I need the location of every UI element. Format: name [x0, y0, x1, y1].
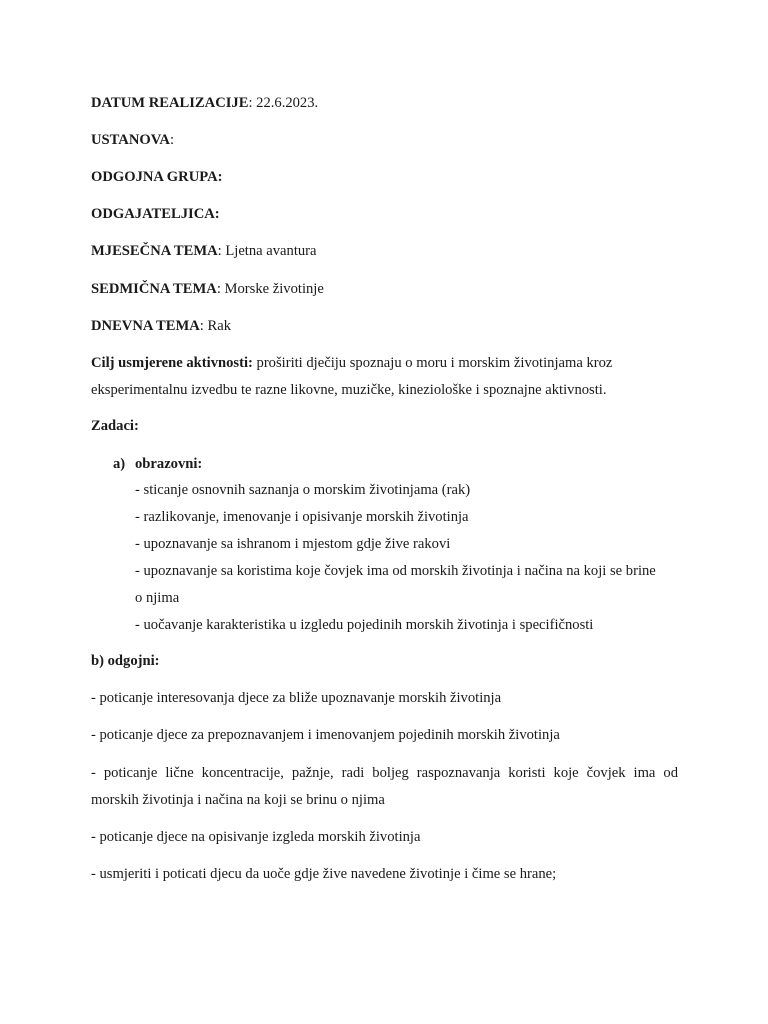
sedmicna-value: : Morske životinje	[216, 281, 324, 297]
ustanova-value: :	[169, 132, 174, 148]
cilj-text-1: proširiti dječiju spoznaju o moru i morskim životinjama kroz	[252, 355, 613, 371]
obrazovni-item: o njima	[135, 590, 180, 606]
odgojni-label: b) odgojni:	[91, 653, 160, 669]
odgojni-item: - usmjeriti i poticati djecu da uoče gdje žive navedene životinje i čime se hrane;	[91, 866, 557, 882]
mjesecna-value: : Ljetna avantura	[217, 243, 317, 259]
obrazovni-item: - razlikovanje, imenovanje i opisivanje morskih životinja	[135, 509, 469, 525]
odgojni-item: - poticanje djece na opisivanje izgleda morskih životinja	[91, 829, 421, 845]
obrazovni-item: - upoznavanje sa koristima koje čovjek ima od morskih životinja i načina na koji se brine	[135, 563, 656, 579]
odgojni-item: morskih životinja i načina na koji se brinu o njima	[91, 792, 385, 808]
obrazovni-item: - upoznavanje sa ishranom i mjestom gdje žive rakovi	[135, 536, 451, 552]
odgojni-item: - poticanje djece za prepoznavanjem i imenovanjem pojedinih morskih životinja	[91, 727, 560, 743]
grupa-label: ODGOJNA GRUPA:	[91, 169, 223, 185]
odgojni-item: - poticanje lične koncentracije, pažnje, radi boljeg raspoznavanja koristi koje čovjek ima od	[91, 765, 678, 781]
sedmicna-line	[91, 280, 324, 298]
ustanova-label: USTANOVA	[91, 132, 170, 148]
dnevna-line	[91, 317, 231, 335]
cilj-line-1	[91, 354, 612, 372]
dnevna-value: : Rak	[199, 318, 232, 334]
obrazovni-label: obrazovni:	[135, 456, 203, 472]
obrazovni-item: - sticanje osnovnih saznanja o morskim životinjama (rak)	[135, 482, 471, 498]
datum-value: : 22.6.2023.	[248, 95, 319, 111]
dnevna-label: DNEVNA TEMA	[91, 318, 200, 334]
mjesecna-label: MJESEČNA TEMA	[91, 243, 218, 259]
datum-line	[91, 94, 318, 112]
odgajateljica-label: ODGAJATELJICA:	[91, 206, 220, 222]
cilj-text-2: eksperimentalnu izvedbu te razne likovne, muzičke, kineziološke i spoznajne aktivnosti.	[91, 382, 607, 398]
zadaci-label: Zadaci:	[91, 418, 139, 434]
odgojni-item: - poticanje interesovanja djece za bliže upoznavanje morskih životinja	[91, 690, 502, 706]
sedmicna-label: SEDMIČNA TEMA	[91, 281, 217, 297]
obrazovni-item: - uočavanje karakteristika u izgledu pojedinih morskih životinja i specifičnosti	[135, 617, 594, 633]
obrazovni-marker: a)	[113, 456, 126, 472]
datum-label: DATUM REALIZACIJE	[91, 95, 249, 111]
cilj-label: Cilj usmjerene aktivnosti:	[91, 355, 253, 371]
mjesecna-line	[91, 242, 317, 260]
ustanova-line	[91, 131, 174, 149]
